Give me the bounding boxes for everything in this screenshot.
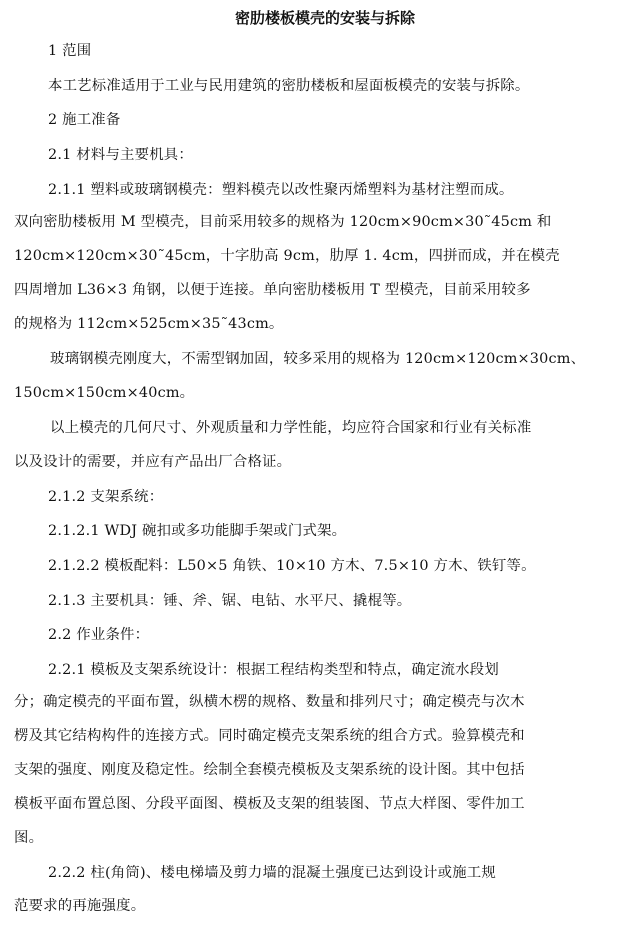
paragraph-line: 2.1.2.1 WDJ 碗扣或多功能脚手架或门式架。: [48, 523, 347, 539]
paragraph-line: 本工艺标准适用于工业与民用建筑的密肋楼板和屋面板模壳的安装与拆除。: [48, 78, 530, 94]
paragraph-line: 玻璃钢模壳刚度大，不需型钢加固，较多采用的规格为 120cm×120cm×30cm、: [50, 351, 586, 367]
paragraph-line: 楞及其它结构构件的连接方式。同时确定模壳支架系统的组合方式。验算模壳和: [14, 728, 525, 744]
paragraph-line: 的规格为 112cm×525cm×35˜43cm。: [14, 316, 284, 332]
paragraph-line: 120cm×120cm×30˜45cm，十字肋高 9cm，肋厚 1. 4cm，四拼而成，并在模壳: [14, 248, 560, 264]
subheading-2-1: 2.1 材料与主要机具：: [48, 147, 193, 163]
heading-scope: 1 范围: [48, 43, 92, 59]
paragraph-line: 2.1.1 塑料或玻璃钢模壳：塑料模壳以改性聚丙烯塑料为基材注塑而成。: [48, 182, 514, 198]
heading-preparation: 2 施工准备: [48, 112, 121, 128]
paragraph-line: 以及设计的需要，并应有产品出厂合格证。: [14, 454, 292, 470]
paragraph-line: 支架的强度、刚度及稳定性。绘制全套模壳模板及支架系统的设计图。其中包括: [14, 762, 525, 778]
paragraph-line: 2.2.2 柱(角筒)、楼电梯墙及剪力墙的混凝土强度已达到设计或施工规: [48, 865, 496, 881]
document-title: 密肋楼板模壳的安装与拆除: [234, 9, 415, 27]
paragraph-line: 双向密肋楼板用 M 型模壳，目前采用较多的规格为 120cm×90cm×30˜45cm 和: [14, 214, 552, 230]
paragraph-line: 2.1.2.2 模板配料：L50×5 角铁、10×10 方木、7.5×10 方木、铁钉等。: [48, 558, 536, 574]
paragraph-line: 分；确定模壳的平面布置，纵横木楞的规格、数量和排列尺寸；确定模壳与次木: [14, 694, 525, 710]
paragraph-line: 图。: [14, 830, 44, 846]
paragraph-line: 2.2.1 模板及支架系统设计：根据工程结构类型和特点，确定流水段划: [48, 662, 499, 678]
paragraph-line: 模板平面布置总图、分段平面图、模板及支架的组装图、节点大样图、零件加工: [14, 796, 525, 812]
paragraph-line: 150cm×150cm×40cm。: [14, 385, 195, 401]
paragraph-line: 2.1.3 主要机具：锤、斧、锯、电钻、水平尺、撬棍等。: [48, 593, 412, 609]
paragraph-line: 以上模壳的几何尺寸、外观质量和力学性能，均应符合国家和行业有关标准: [50, 420, 532, 436]
subheading-2-2: 2.2 作业条件：: [48, 627, 150, 643]
paragraph-line: 范要求的再施强度。: [14, 898, 146, 914]
subheading-2-1-2: 2.1.2 支架系统：: [48, 489, 164, 505]
paragraph-line: 四周增加 L36×3 角钢，以便于连接。单向密肋楼板用 T 型模壳，目前采用较多: [14, 282, 531, 298]
